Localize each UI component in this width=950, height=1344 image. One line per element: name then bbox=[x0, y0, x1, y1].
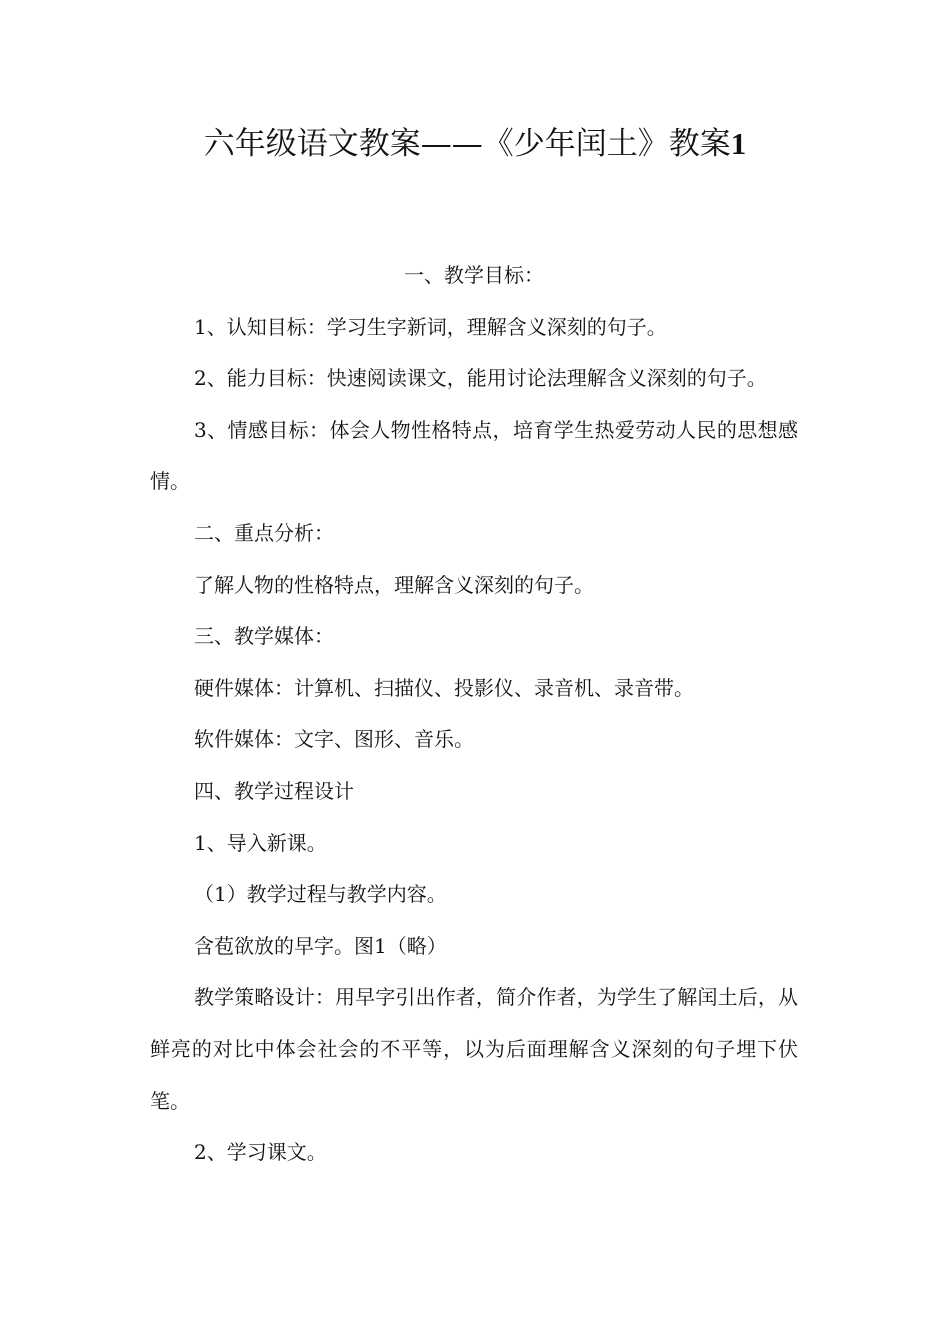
paragraph-step-intro: 1、导入新课。 bbox=[194, 830, 327, 855]
title-text: 六年级语文教案——《少年闰土》教案 bbox=[203, 126, 731, 162]
section-heading-process: 四、教学过程设计 bbox=[194, 778, 354, 803]
paragraph-strategy: 教学策略设计：用早字引出作者，简介作者，为学生了解闰土后，从鲜亮的对比中体会社会的不平等，以为后面理解含义深刻的句子埋下伏笔。 bbox=[150, 985, 798, 1113]
paragraph-step-study: 2、学习课文。 bbox=[194, 1140, 327, 1165]
paragraph-figure-note: 含苞欲放的早字。图1（略） bbox=[194, 933, 447, 958]
paragraph-ability-goal: 2、能力目标：快速阅读课文，能用讨论法理解含义深刻的句子。 bbox=[194, 366, 767, 391]
title-number: 1 bbox=[730, 126, 747, 161]
section-heading-key-points: 二、重点分析： bbox=[194, 520, 334, 545]
paragraph-substep: （1）教学过程与教学内容。 bbox=[194, 882, 447, 907]
section-heading-objectives: 一、教学目标： bbox=[404, 263, 544, 287]
document-title bbox=[0, 122, 950, 166]
paragraph-key-points: 了解人物的性格特点，理解含义深刻的句子。 bbox=[194, 572, 594, 597]
document-body bbox=[150, 250, 798, 1179]
section-heading-media: 三、教学媒体： bbox=[194, 624, 334, 649]
paragraph-hardware-media: 硬件媒体：计算机、扫描仪、投影仪、录音机、录音带。 bbox=[194, 675, 694, 700]
paragraph-cognitive-goal: 1、认知目标：学习生字新词，理解含义深刻的句子。 bbox=[194, 314, 667, 339]
paragraph-emotion-goal: 3、情感目标：体会人物性格特点，培育学生热爱劳动人民的思想感情。 bbox=[150, 417, 798, 494]
paragraph-software-media: 软件媒体：文字、图形、音乐。 bbox=[194, 727, 474, 752]
